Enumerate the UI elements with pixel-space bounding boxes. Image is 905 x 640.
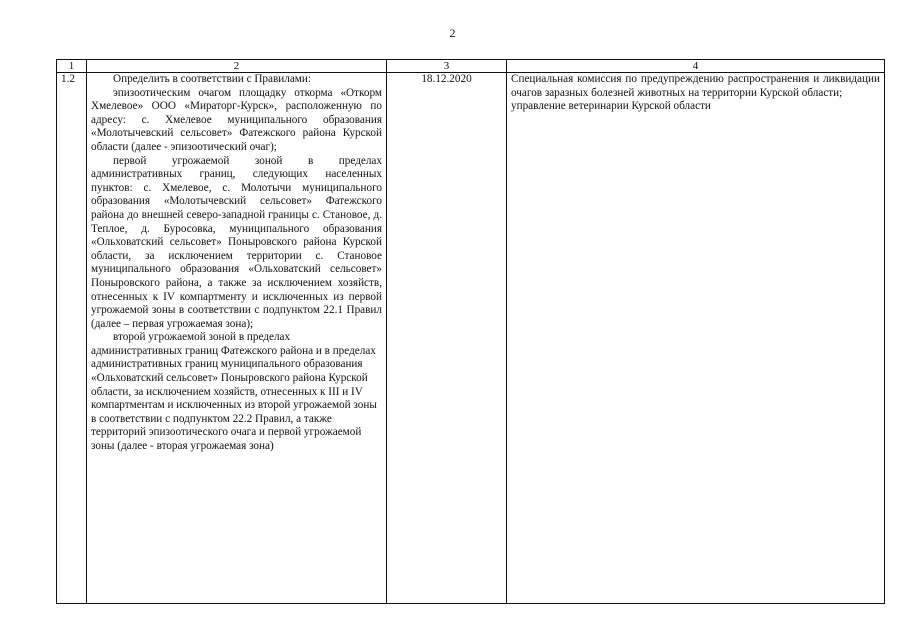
header-col-4: 4 <box>507 60 885 73</box>
page-number: 2 <box>449 26 456 40</box>
description-second-zone: второй угрожаемой зоной в пределах административных границ Фатежского района и в пределах административных границ муниципального образования «Ольховатский сельсовет» Поныровского района Курской области, за исключением хозяйств, отнесенных к III и IV компартментам и исключенных из второй угрожаемой зоны в соответствии с подпунктом 22.2 Правил, а также территорий эпизоотического очага и первой угрожаемой зоны (далее - вторая угрожаемая зона) <box>91 331 377 453</box>
description-first-zone: первой угрожаемой зоной в пределах административных границ, следующих населенных пунктов: с. Хмелевое, с. Молотычи муниципального образования «Молотычевский сельсовет» Фатежского района до внешней северо-западной границы с. Становое, д. Теплое, д. Буросовка, муниципального образования «Ольховатский сельсовет» Поныровского района Курской области, за исключением территории с. Становое муниципального образования «Ольховатский сельсовет» Поныровского района, а также за исключением хозяйств, отнесенных к IV компартменту и исключенных из первой угрожаемой зоны в соответствии с подпунктом 22.1 Правил (далее – первая угрожаемая зона); <box>91 154 382 330</box>
description-epizootic-focus: эпизоотическим очагом площадку откорма «Откорм Хмелевое» ООО «Мираторг-Курск», расположенную по адресу: с. Хмелевое муниципального образования «Молотычевский сельсовет» Фатежского района Курской области (далее - эпизоотический очаг); <box>91 86 382 153</box>
table-row <box>57 73 885 604</box>
measures-table <box>56 59 885 604</box>
header-col-1: 1 <box>57 60 87 73</box>
responsible-parties <box>507 73 885 604</box>
header-col-2: 2 <box>87 60 387 73</box>
deadline-date: 18.12.2020 <box>387 73 507 604</box>
table-header-row <box>57 60 885 73</box>
responsible-commission: Специальная комиссия по предупреждению распространения и ликвидации очагов заразных болезней животных на территории Курской области; <box>511 73 880 99</box>
description-intro: Определить в соответствии с Правилами: <box>113 73 311 85</box>
row-number: 1.2 <box>57 73 87 604</box>
header-col-3: 3 <box>387 60 507 73</box>
responsible-vet-department: управление ветеринарии Курской области <box>511 100 711 113</box>
measure-description <box>87 73 387 604</box>
